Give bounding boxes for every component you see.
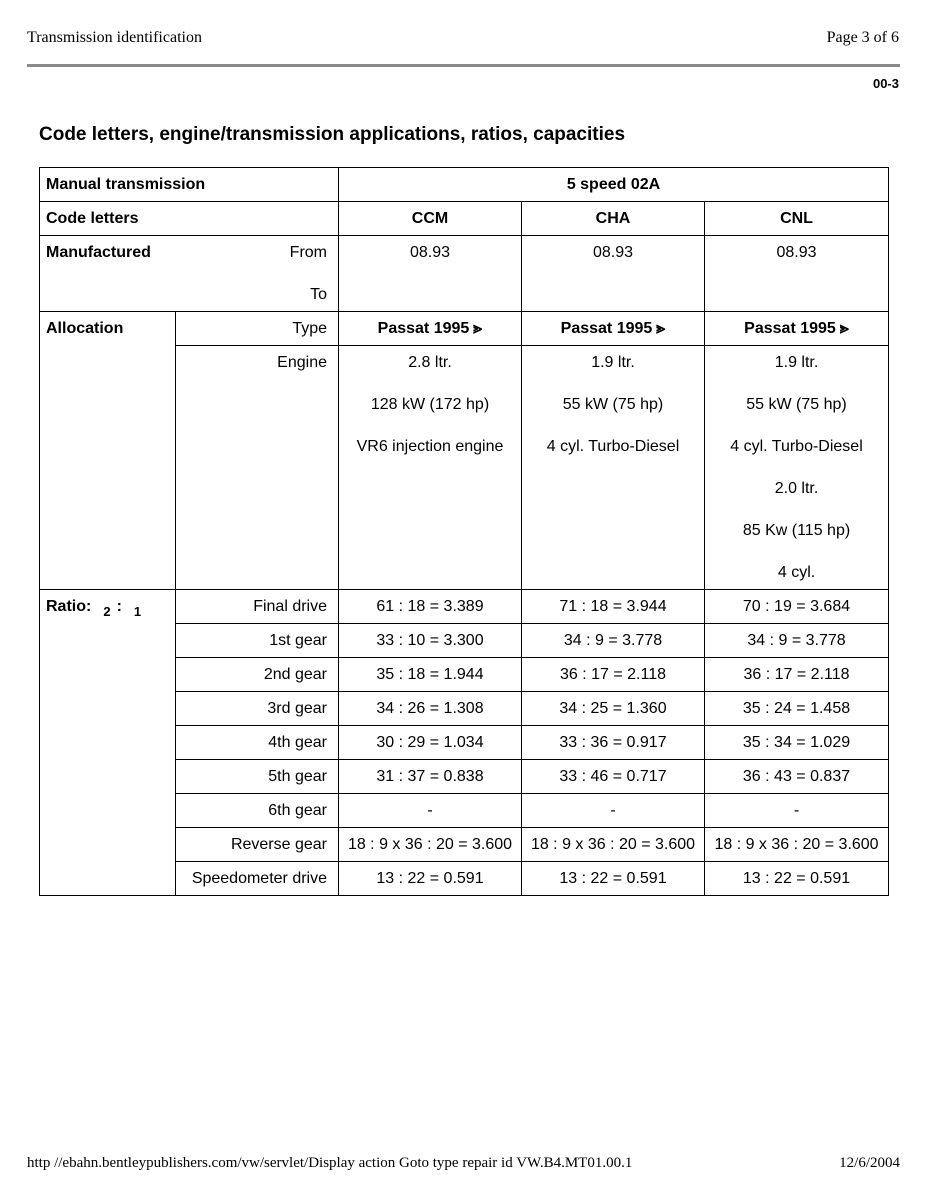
link-arrow-icon[interactable]: ⪢ <box>473 320 483 337</box>
section-title: Code letters, engine/transmission applications, ratios, capacities <box>39 124 626 145</box>
ratio-value: 71 : 18 = 3.944 <box>522 590 705 624</box>
ratio-value: 35 : 34 = 1.029 <box>705 726 889 760</box>
page-footer <box>27 1155 900 1172</box>
table-row <box>40 312 889 346</box>
table-row <box>40 236 889 312</box>
manufactured-from-cnl: 08.93 <box>705 236 889 312</box>
ratio-value: 34 : 25 = 1.360 <box>522 692 705 726</box>
manual-transmission-value: 5 speed 02A <box>339 168 889 202</box>
link-arrow-icon[interactable]: ⪢ <box>839 320 849 337</box>
header-rule <box>27 64 900 67</box>
ratio-row-label: Reverse gear <box>176 828 339 862</box>
page-code: 00-3 <box>872 76 899 91</box>
from-label: From <box>289 244 327 261</box>
manufactured-from-ccm: 08.93 <box>339 236 522 312</box>
engine-cha: 1.9 ltr. 55 kW (75 hp) 4 cyl. Turbo-Diesel <box>522 346 705 590</box>
code-cha: CHA <box>522 202 705 236</box>
type-cnl: Passat 1995 ⪢ <box>705 312 889 346</box>
allocation-label: Allocation <box>40 312 176 590</box>
table-row <box>40 168 889 202</box>
ratio-value: 36 : 17 = 2.118 <box>522 658 705 692</box>
table-row <box>40 202 889 236</box>
ratio-value: 31 : 37 = 0.838 <box>339 760 522 794</box>
page-indicator: Page 3 of 6 <box>826 29 899 46</box>
ratio-value: 13 : 22 = 0.591 <box>522 862 705 896</box>
from-to-labels <box>176 236 339 312</box>
ratio-value: 18 : 9 x 36 : 20 = 3.600 <box>522 828 705 862</box>
ratio-value: 61 : 18 = 3.389 <box>339 590 522 624</box>
link-arrow-icon[interactable]: ⪢ <box>656 320 666 337</box>
ratio-value: 34 : 26 = 1.308 <box>339 692 522 726</box>
ratio-value: 30 : 29 = 1.034 <box>339 726 522 760</box>
ratio-value: - <box>522 794 705 828</box>
ratio-row-label: 4th gear <box>176 726 339 760</box>
manufactured-from-cha: 08.93 <box>522 236 705 312</box>
ratio-value: 13 : 22 = 0.591 <box>339 862 522 896</box>
ratio-row-label: 6th gear <box>176 794 339 828</box>
ratio-row-label: 1st gear <box>176 624 339 658</box>
code-cnl: CNL <box>705 202 889 236</box>
ratio-row-label: 2nd gear <box>176 658 339 692</box>
ratio-value: 33 : 46 = 0.717 <box>522 760 705 794</box>
type-label: Type <box>176 312 339 346</box>
manual-transmission-label: Manual transmission <box>40 168 339 202</box>
ratio-label: Ratio: $_2$ : $_1$ <box>40 590 176 896</box>
ratio-value: - <box>339 794 522 828</box>
type-cha: Passat 1995 ⪢ <box>522 312 705 346</box>
table-row <box>40 590 889 624</box>
ratio-row-label: 3rd gear <box>176 692 339 726</box>
ratio-value: - <box>705 794 889 828</box>
ratio-value: 18 : 9 x 36 : 20 = 3.600 <box>339 828 522 862</box>
to-label: To <box>310 286 327 303</box>
ratio-value: 36 : 43 = 0.837 <box>705 760 889 794</box>
ratio-value: 35 : 24 = 1.458 <box>705 692 889 726</box>
code-letters-label: Code letters <box>40 202 339 236</box>
ratio-row-label: 5th gear <box>176 760 339 794</box>
ratio-row-label: Final drive <box>176 590 339 624</box>
footer-date: 12/6/2004 <box>839 1155 900 1171</box>
type-ccm: Passat 1995 ⪢ <box>339 312 522 346</box>
document-title: Transmission identification <box>27 29 202 46</box>
engine-cnl: 1.9 ltr. 55 kW (75 hp) 4 cyl. Turbo-Diesel 2.0 ltr. 85 Kw (115 hp) 4 cyl. <box>705 346 889 590</box>
manufactured-label: Manufactured <box>40 236 176 312</box>
engine-ccm: 2.8 ltr. 128 kW (172 hp) VR6 injection engine <box>339 346 522 590</box>
footer-url: http //ebahn.bentleypublishers.com/vw/servlet/Display action Goto type repair id VW.B4.MT01.00.1 <box>27 1155 633 1171</box>
ratio-value: 70 : 19 = 3.684 <box>705 590 889 624</box>
engine-label: Engine <box>176 346 339 590</box>
ratio-row-label: Speedometer drive <box>176 862 339 896</box>
ratio-value: 33 : 10 = 3.300 <box>339 624 522 658</box>
ratio-value: 34 : 9 = 3.778 <box>522 624 705 658</box>
ratio-value: 36 : 17 = 2.118 <box>705 658 889 692</box>
transmission-table <box>39 167 889 896</box>
ratio-value: 35 : 18 = 1.944 <box>339 658 522 692</box>
ratio-value: 18 : 9 x 36 : 20 = 3.600 <box>705 828 889 862</box>
code-ccm: CCM <box>339 202 522 236</box>
ratio-value: 33 : 36 = 0.917 <box>522 726 705 760</box>
ratio-value: 13 : 22 = 0.591 <box>705 862 889 896</box>
ratio-value: 34 : 9 = 3.778 <box>705 624 889 658</box>
